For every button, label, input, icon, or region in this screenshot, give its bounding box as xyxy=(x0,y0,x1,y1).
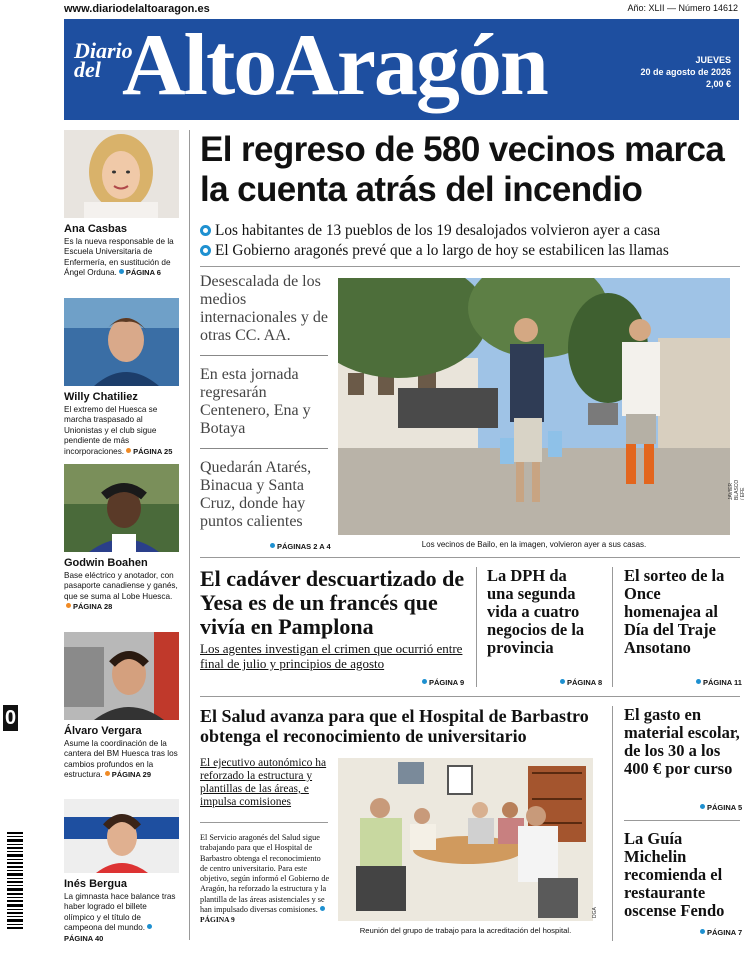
page-ref: PÁGINA 40 xyxy=(64,933,104,943)
dot-icon xyxy=(147,924,152,929)
divider xyxy=(612,567,613,687)
masthead xyxy=(64,19,739,120)
dot-icon xyxy=(119,269,124,274)
page-ref: PÁGINA 6 xyxy=(125,268,161,278)
sidebar-item-godwin-boahen[interactable] xyxy=(64,464,179,613)
story-once[interactable]: El sorteo de la Once homenajea al Día del Traje Ansotano xyxy=(624,566,725,657)
photo-credit: DGA xyxy=(592,907,598,918)
sidebar-name: Willy Chatiliez xyxy=(64,391,138,403)
sidebar-text: Es la nueva responsable de la Escuela Universitaria de Enfermería, en sustitución de Ángel Orduna. PÁGINA 6 xyxy=(64,237,174,278)
sidebar-item-willy-chatiliez[interactable] xyxy=(64,298,179,457)
story-hospital-headline[interactable]: El Salud avanza para que el Hospital de Barbastro obtenga el reconocimiento de universitario xyxy=(200,706,589,746)
barcode xyxy=(3,830,31,935)
bullet-ring-icon xyxy=(200,245,211,256)
lead-page-ref[interactable]: PÁGINAS 2 A 4 xyxy=(268,542,331,551)
sidebar-text: El extremo del Huesca se marcha traspasado al Unionistas y el club sigue pendiente de más incorporaciones. PÁGINA 25 xyxy=(64,405,173,456)
dot-icon xyxy=(696,679,701,684)
portrait-photo xyxy=(64,130,179,218)
photo-credit: JAVIER BLASCO / EFE xyxy=(728,479,746,500)
issue-number: Año: XLII — Número 14612 xyxy=(627,3,738,13)
story-page-ref[interactable]: PÁGINA 7 xyxy=(698,928,742,937)
lead-photo xyxy=(338,278,730,535)
lead-summary-1: Desescalada de los medios internacionales y de otras CC. AA. xyxy=(200,273,328,344)
portrait-photo xyxy=(64,632,179,720)
sidebar-name: Godwin Boahen xyxy=(64,557,148,569)
sidebar-item-ana-casbas[interactable] xyxy=(64,130,179,279)
divider xyxy=(200,696,740,697)
price: 2,00 € xyxy=(705,79,731,89)
sidebar-name: Álvaro Vergara xyxy=(64,725,142,737)
dot-icon xyxy=(105,771,110,776)
lead-photo-caption: Los vecinos de Bailo, en la imagen, volvieron ayer a sus casas. xyxy=(421,540,647,549)
sidebar-text: La gimnasta hace balance tras haber logrado el billete olímpico y el título de campeona del mundo.PÁGINA 40 xyxy=(64,892,176,943)
story-subhead: Los agentes investigan el crimen que ocurrió entre final de julio y principios de agosto xyxy=(200,641,463,671)
lead-bullet: El Gobierno aragonés prevé que a lo largo de hoy se estabilicen las llamas xyxy=(200,241,745,261)
story-page-ref[interactable]: PÁGINA 11 xyxy=(694,678,742,687)
hospital-photo xyxy=(338,758,593,921)
story-yesa[interactable] xyxy=(200,567,470,671)
masthead-logo: AltoAragón xyxy=(122,19,547,114)
dot-icon xyxy=(320,906,325,911)
divider xyxy=(200,557,740,558)
column-divider xyxy=(189,130,190,940)
top-line xyxy=(64,3,738,17)
dot-icon xyxy=(422,679,427,684)
page-ref: PÁGINA 25 xyxy=(133,446,173,456)
hospital-photo-caption: Reunión del grupo de trabajo para la acreditación del hospital. xyxy=(359,926,572,935)
lead-summary-column xyxy=(200,273,328,541)
lead-bullets xyxy=(200,221,745,261)
story-hospital-body: El Servicio aragonés del Salud sigue trabajando para que el Hospital de Barbastro obtenga el reconocimiento de centro universitario. Para este objetivo, según informó el Gobierno de Aragón, ha reforzado la estructura y la plantilla de las áreas asistenciales y se han impulsado diversas comisiones.PÁGINA 9 xyxy=(200,833,330,925)
divider xyxy=(200,266,740,267)
sidebar-item-alvaro-vergara[interactable] xyxy=(64,632,179,781)
divider xyxy=(612,706,613,941)
dot-icon xyxy=(270,543,275,548)
divider xyxy=(624,820,740,821)
divider xyxy=(476,567,477,687)
page-ref: PÁGINA 29 xyxy=(111,770,152,780)
sidebar-name: Inés Bergua xyxy=(64,878,127,890)
page-ref: PÁGINA 28 xyxy=(73,602,113,612)
masthead-diario: Diario xyxy=(74,38,133,63)
portrait-photo xyxy=(64,799,179,873)
story-dph[interactable]: La DPH da una segunda vida a cuatro negocios de la provincia xyxy=(487,566,585,657)
lead-bullet: Los habitantes de 13 pueblos de los 19 desalojados volvieron ayer a casa xyxy=(200,221,745,241)
story-page-ref[interactable]: PÁGINA 8 xyxy=(558,678,602,687)
date: 20 de agosto de 2026 xyxy=(640,67,731,77)
portrait-photo xyxy=(64,464,179,552)
weekday: JUEVES xyxy=(695,55,731,65)
divider xyxy=(200,448,328,449)
sidebar-name: Ana Casbas xyxy=(64,223,127,235)
story-hospital-deck: El ejecutivo autonómico ha reforzado la estructura y plantillas de las áreas, e impulsa comisiones xyxy=(200,757,327,808)
masthead-del: del xyxy=(74,57,101,82)
bullet-ring-icon xyxy=(200,225,211,236)
story-headline: El cadáver descuartizado de Yesa es de un francés que vivía en Pamplona xyxy=(200,566,465,639)
dot-icon xyxy=(66,603,71,608)
lead-summary-2: En esta jornada regresarán Centenero, Ena y Botaya xyxy=(200,366,311,437)
sidebar-text: Base eléctrico y anotador, con pasaporte canadiense y ganés, que se suma al Lobe Huesca.PÁGINA 28 xyxy=(64,571,178,612)
divider xyxy=(200,822,328,823)
edition-marker: 0 xyxy=(4,707,17,729)
story-material-escolar[interactable]: El gasto en material escolar, de los 30 a los 400 € por curso xyxy=(624,705,740,778)
masthead-date-block xyxy=(640,54,731,90)
website-url[interactable]: www.diariodelaltoaragon.es xyxy=(64,3,210,15)
dot-icon xyxy=(700,804,705,809)
sidebar-text: Asume la coordinación de la cantera del BM Huesca tras los cambios profundos en la estructura. PÁGINA 29 xyxy=(64,739,178,780)
story-page-ref[interactable]: PÁGINA 9 xyxy=(420,678,464,687)
story-michelin[interactable]: La Guía Michelin recomienda el restaurante oscense Fendo xyxy=(624,829,725,920)
divider xyxy=(200,355,328,356)
lead-headline[interactable]: El regreso de 580 vecinos marca la cuenta atrás del incendio xyxy=(200,130,725,209)
portrait-photo xyxy=(64,298,179,386)
lead-summary-3: Quedarán Atarés, Binacua y Santa Cruz, donde hay puntos calientes xyxy=(200,459,312,530)
dot-icon xyxy=(560,679,565,684)
dot-icon xyxy=(700,929,705,934)
dot-icon xyxy=(126,448,131,453)
sidebar-item-ines-bergua[interactable] xyxy=(64,799,179,944)
story-page-ref[interactable]: PÁGINA 5 xyxy=(698,803,742,812)
page-ref: PÁGINA 9 xyxy=(200,915,235,925)
